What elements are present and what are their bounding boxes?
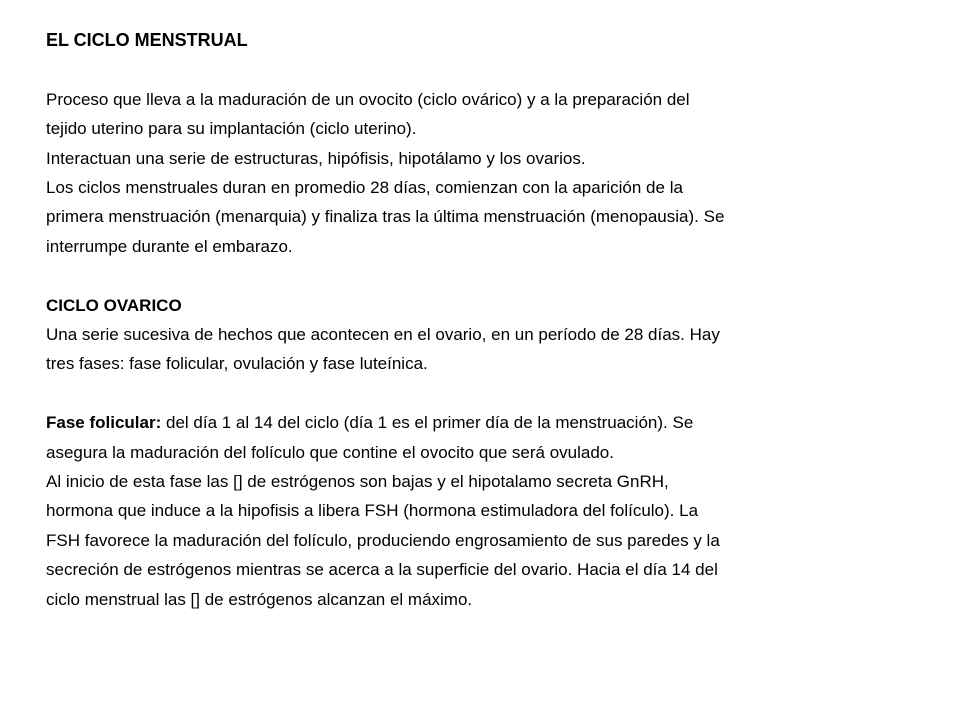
follicular-first-line <box>46 408 906 437</box>
slide-title: EL CICLO MENSTRUAL <box>46 30 248 50</box>
ovarian-line: tres fases: fase folicular, ovulación y fase luteínica. <box>46 354 428 374</box>
follicular-first-line-text: del día 1 al 14 del ciclo (día 1 es el primer día de la menstruación). Se <box>161 413 694 433</box>
follicular-line: hormona que induce a la hipofisis a libera FSH (hormona estimuladora del folículo). La <box>46 501 699 521</box>
follicular-line: FSH favorece la maduración del folículo, produciendo engrosamiento de sus paredes y la <box>46 530 720 550</box>
follicular-line: ciclo menstrual las [] de estrógenos alcanzan el máximo. <box>46 589 473 609</box>
ovarian-section <box>46 291 906 379</box>
spacer <box>46 261 906 290</box>
intro-line: tejido uterino para su implantación (ciclo uterino). <box>46 119 417 139</box>
intro-paragraph <box>46 85 906 261</box>
intro-line: Los ciclos menstruales duran en promedio 28 días, comienzan con la aparición de la <box>46 178 683 198</box>
intro-line: Proceso que lleva a la maduración de un ovocito (ciclo ovárico) y a la preparación del <box>46 89 690 109</box>
intro-line: Interactuan una serie de estructuras, hipófisis, hipotálamo y los ovarios. <box>46 148 586 168</box>
intro-line: interrumpe durante el embarazo. <box>46 236 293 256</box>
spacer <box>46 379 906 408</box>
follicular-line: asegura la maduración del folículo que contine el ovocito que será ovulado. <box>46 442 614 462</box>
slide-content <box>46 26 906 614</box>
follicular-line: Al inicio de esta fase las [] de estrógenos son bajas y el hipotalamo secreta GnRH, <box>46 472 669 492</box>
spacer <box>46 55 906 84</box>
follicular-label: Fase folicular: <box>46 413 162 433</box>
follicular-section <box>46 408 906 614</box>
intro-line: primera menstruación (menarquia) y finaliza tras la última menstruación (menopausia). Se <box>46 207 725 227</box>
ovarian-heading: CICLO OVARICO <box>46 295 182 315</box>
follicular-line: secreción de estrógenos mientras se acerca a la superficie del ovario. Hacia el día 14 del <box>46 560 718 580</box>
ovarian-line: Una serie sucesiva de hechos que acontecen en el ovario, en un período de 28 días. Hay <box>46 325 720 345</box>
